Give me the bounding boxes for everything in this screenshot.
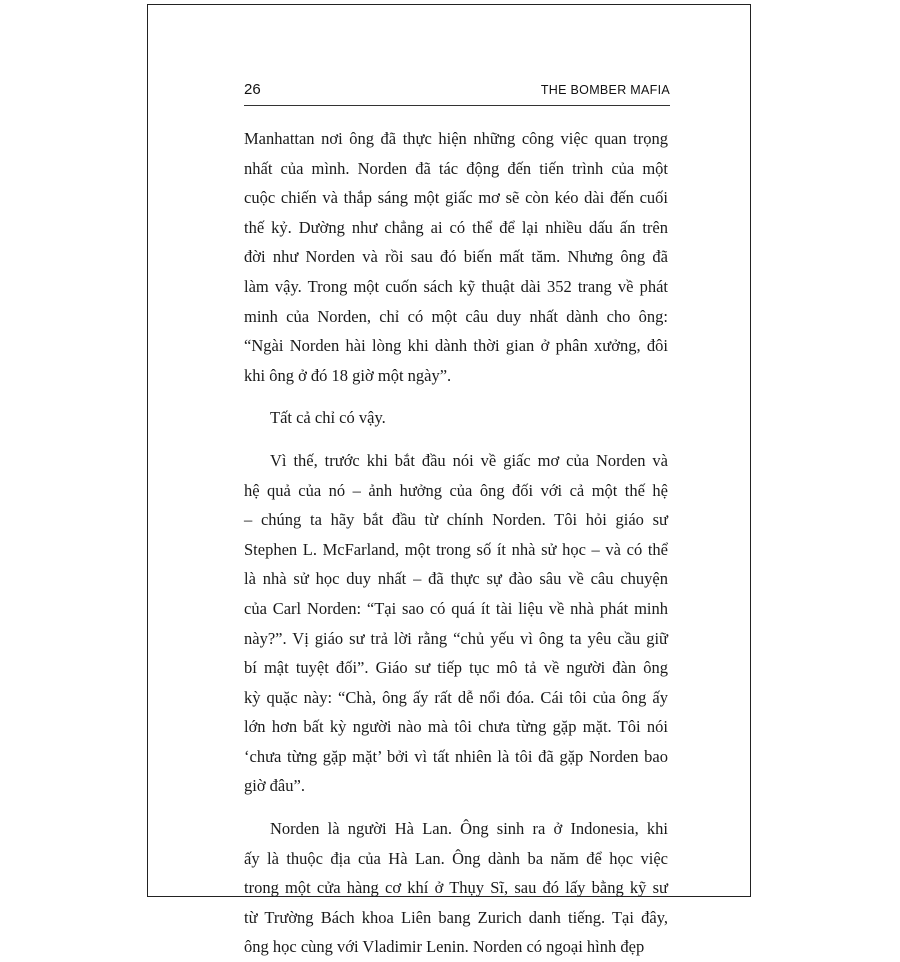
text-line: trong một cửa hàng cơ khí ở Thụy Sĩ, sau đó lấy bằng kỹ sư <box>244 878 668 898</box>
text-line: từ Trường Bách khoa Liên bang Zurich danh tiếng. Tại đây, <box>244 907 668 927</box>
text-line: – chúng ta hãy bắt đầu từ chính Norden. Tôi hỏi giáo sư <box>244 510 668 530</box>
text-line: ông học cùng với Vladimir Lenin. Norden có ngoại hình đẹp <box>244 937 645 957</box>
page-number: 26 <box>244 81 261 98</box>
text-line: làm vậy. Trong một cuốn sách kỹ thuật dài 352 trang về phát <box>244 276 668 296</box>
book-page <box>147 4 751 957</box>
text-line: là nhà sử học duy nhất – đã thực sự đào sâu về câu chuyện <box>244 569 668 589</box>
text-line: bí mật tuyệt đối”. Giáo sư tiếp tục mô tả về người đàn ông <box>244 658 668 678</box>
text-line: “Ngài Norden hài lòng khi dành thời gian ở phân xưởng, đôi <box>244 336 668 356</box>
text-line: Norden là người Hà Lan. Ông sinh ra ở Indonesia, khi <box>270 819 668 839</box>
text-line: Stephen L. McFarland, một trong số ít nhà sử học – và có thể <box>244 539 668 559</box>
text-line: cuộc chiến và thắp sáng một giấc mơ sẽ còn kéo dài đến cuối <box>244 188 668 208</box>
text-line: này?”. Vị giáo sư trả lời rằng “chủ yếu vì ông ta yêu cầu giữ <box>244 628 668 648</box>
page-header <box>244 79 670 106</box>
text-line: Vì thế, trước khi bắt đầu nói về giấc mơ của Norden và <box>270 450 668 470</box>
paragraph <box>244 446 668 801</box>
text-line: hệ quả của nó – ảnh hưởng của ông đối với cả một thế hệ <box>244 480 668 500</box>
text-line: đời như Norden và rồi sau đó biến mất tăm. Nhưng ông đã <box>244 247 668 267</box>
text-line: khi ông ở đó 18 giờ một ngày”. <box>244 365 452 385</box>
paragraph <box>244 403 668 433</box>
text-line: Manhattan nơi ông đã thực hiện những công việc quan trọng <box>244 129 668 148</box>
text-line: thế kỷ. Dường như chẳng ai có thể để lại nhiều dấu ấn trên <box>244 217 668 237</box>
text-line: giờ đâu”. <box>244 776 305 796</box>
body-text <box>244 124 668 962</box>
running-title: THE BOMBER MAFIA <box>540 83 670 97</box>
text-line: ấy là thuộc địa của Hà Lan. Ông dành ba năm để học việc <box>244 848 668 868</box>
text-line: nhất của mình. Norden đã tác động đến tiến trình của một <box>244 158 668 178</box>
text-line: kỳ quặc này: “Chà, ông ấy rất dễ nổi đóa. Cái tôi của ông ấy <box>244 687 668 707</box>
text-line: minh của Norden, chỉ có một câu duy nhất dành cho ông: <box>244 306 668 326</box>
paragraph <box>244 814 668 962</box>
text-line: của Carl Norden: “Tại sao có quá ít tài liệu về nhà phát minh <box>244 598 668 618</box>
paragraph <box>244 124 668 390</box>
text-line: Tất cả chỉ có vậy. <box>270 408 386 428</box>
text-line: lớn hơn bất kỳ người nào mà tôi chưa từng gặp mặt. Tôi nói <box>244 717 668 737</box>
text-line: ‘chưa từng gặp mặt’ bởi vì tất nhiên là tôi đã gặp Norden bao <box>244 746 668 766</box>
